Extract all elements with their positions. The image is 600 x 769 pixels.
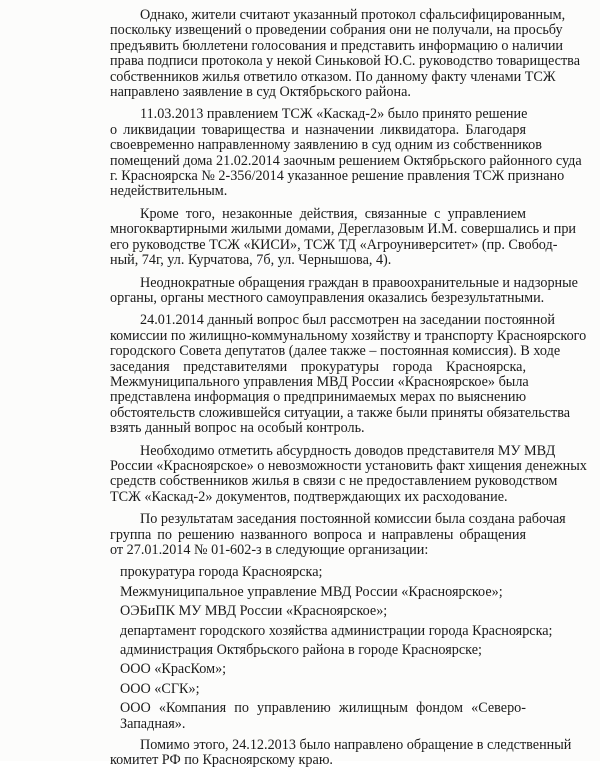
text-line: представлена информация о предпринимаемых мерах по выяснению [110, 389, 527, 406]
text-line: 11.03.2013 правлением ТСЖ «Каскад-2» было принято решение [140, 106, 528, 123]
text-line: от 27.01.2014 № 01-602-з в следующие организации: [110, 542, 429, 558]
text-line: собственников жилья ответило отказом. По данному факту членами ТСЖ [110, 68, 556, 85]
text-line: предъявить бюллетени голосования и представить информацию о наличии [110, 37, 564, 54]
text-line: многоквартирными жилыми домами, Дереглазовым И.М. совершались и при [110, 221, 577, 238]
organization-item: прокуратура города Красноярска; [120, 564, 323, 581]
document-body [110, 7, 587, 558]
paragraph-5 [110, 312, 587, 437]
paragraph-6 [110, 442, 587, 506]
text-line: заседания представителями прокуратуры города Красноярска, [110, 358, 526, 375]
text-line: обстоятельств сложившейся ситуации, а также были приняты обязательства [110, 404, 571, 421]
text-line: 24.01.2014 данный вопрос был рассмотрен на заседании постоянной [140, 312, 555, 329]
paragraph-closing [110, 737, 572, 769]
text-line: комитет РФ по Красноярскому краю. [110, 752, 333, 769]
text-line: ный, 74г, ул. Курчатова, 7б, ул. Чернышова, 4). [110, 252, 392, 269]
text-line: Необходимо отметить абсурдность доводов представителя МУ МВД [140, 442, 556, 459]
text-line: ТСЖ «Каскад-2» документов, подтверждающих их расходование. [110, 488, 508, 505]
organization-item: ООО «СГК»; [120, 680, 200, 697]
text-line: своевременно направленному заявлению в суд одним из собственников [110, 137, 542, 154]
organization-item: Межмуниципальное управление МВД России «Красноярское»; [120, 583, 503, 600]
paragraph-3 [110, 205, 577, 269]
text-line: г. Красноярска № 2-356/2014 указанное решение правления ТСЖ признано [110, 168, 565, 185]
text-line: Кроме того, незаконные действия, связанные с управлением [140, 205, 526, 222]
organization-item: ООО «Компания по управлению жилищным фондом «Северо-Западная». [120, 700, 526, 732]
text-line: России «Красноярское» о невозможности установить факт хищения денежных [110, 457, 587, 474]
closing-paragraph [110, 737, 572, 769]
text-line: помещений дома 21.02.2014 заочным решением Октябрьского районного суда [110, 152, 582, 169]
text-line: Неоднократные обращения граждан в правоохранительные и надзорные [140, 274, 578, 291]
organization-item: департамент городского хозяйства администрации города Красноярска; [120, 622, 553, 639]
text-line: комиссии по жилищно-коммунальному хозяйству и транспорту Красноярского [110, 327, 587, 344]
text-line: средств собственников жилья в связи с не предоставлением руководством [110, 473, 558, 490]
text-line: городского Совета депутатов (далее также – постоянная комиссия). В ходе [110, 343, 561, 360]
paragraph-4 [110, 274, 578, 307]
organization-item: ООО «КрасКом»; [120, 661, 227, 678]
text-line: поскольку извещений о проведении собрания они не получали, на просьбу [110, 22, 563, 39]
text-line: Помимо этого, 24.12.2013 было направлено обращение в следственный [140, 737, 572, 754]
paragraph-7 [110, 511, 566, 558]
text-line: группа по решению названного вопроса и направлены обращения [110, 526, 526, 543]
organizations-list [110, 564, 553, 732]
text-line: взять данный вопрос на особый контроль. [110, 420, 365, 437]
text-line: права подписи протокола у некой Синьковой Ю.С. руководство товарищества [110, 53, 580, 70]
paragraph-2 [110, 106, 582, 200]
text-line: По результатам заседания постоянной комиссии была создана рабочая [140, 511, 566, 528]
organization-item: администрация Октябрьского района в городе Красноярске; [120, 642, 482, 659]
text-line: Межмуниципального управления МВД России «Красноярское» была [110, 373, 529, 390]
organization-item: ОЭБиПК МУ МВД России «Красноярское»; [120, 603, 388, 620]
text-line: его руководстве ТСЖ «КИСИ», ТСЖ ТД «Агроуниверситет» (пр. Свобод- [110, 236, 558, 253]
text-line: недействительным. [110, 183, 228, 200]
paragraph-1 [110, 7, 580, 101]
text-line: органы, органы местного самоуправления оказались безрезультатными. [110, 289, 545, 306]
text-line: Однако, жители считают указанный протокол сфальсифицированным, [140, 7, 566, 23]
text-line: о ликвидации товарищества и назначении ликвидатора. Благодаря [110, 121, 526, 138]
text-line: направлено заявление в суд Октябрьского района. [110, 84, 411, 101]
